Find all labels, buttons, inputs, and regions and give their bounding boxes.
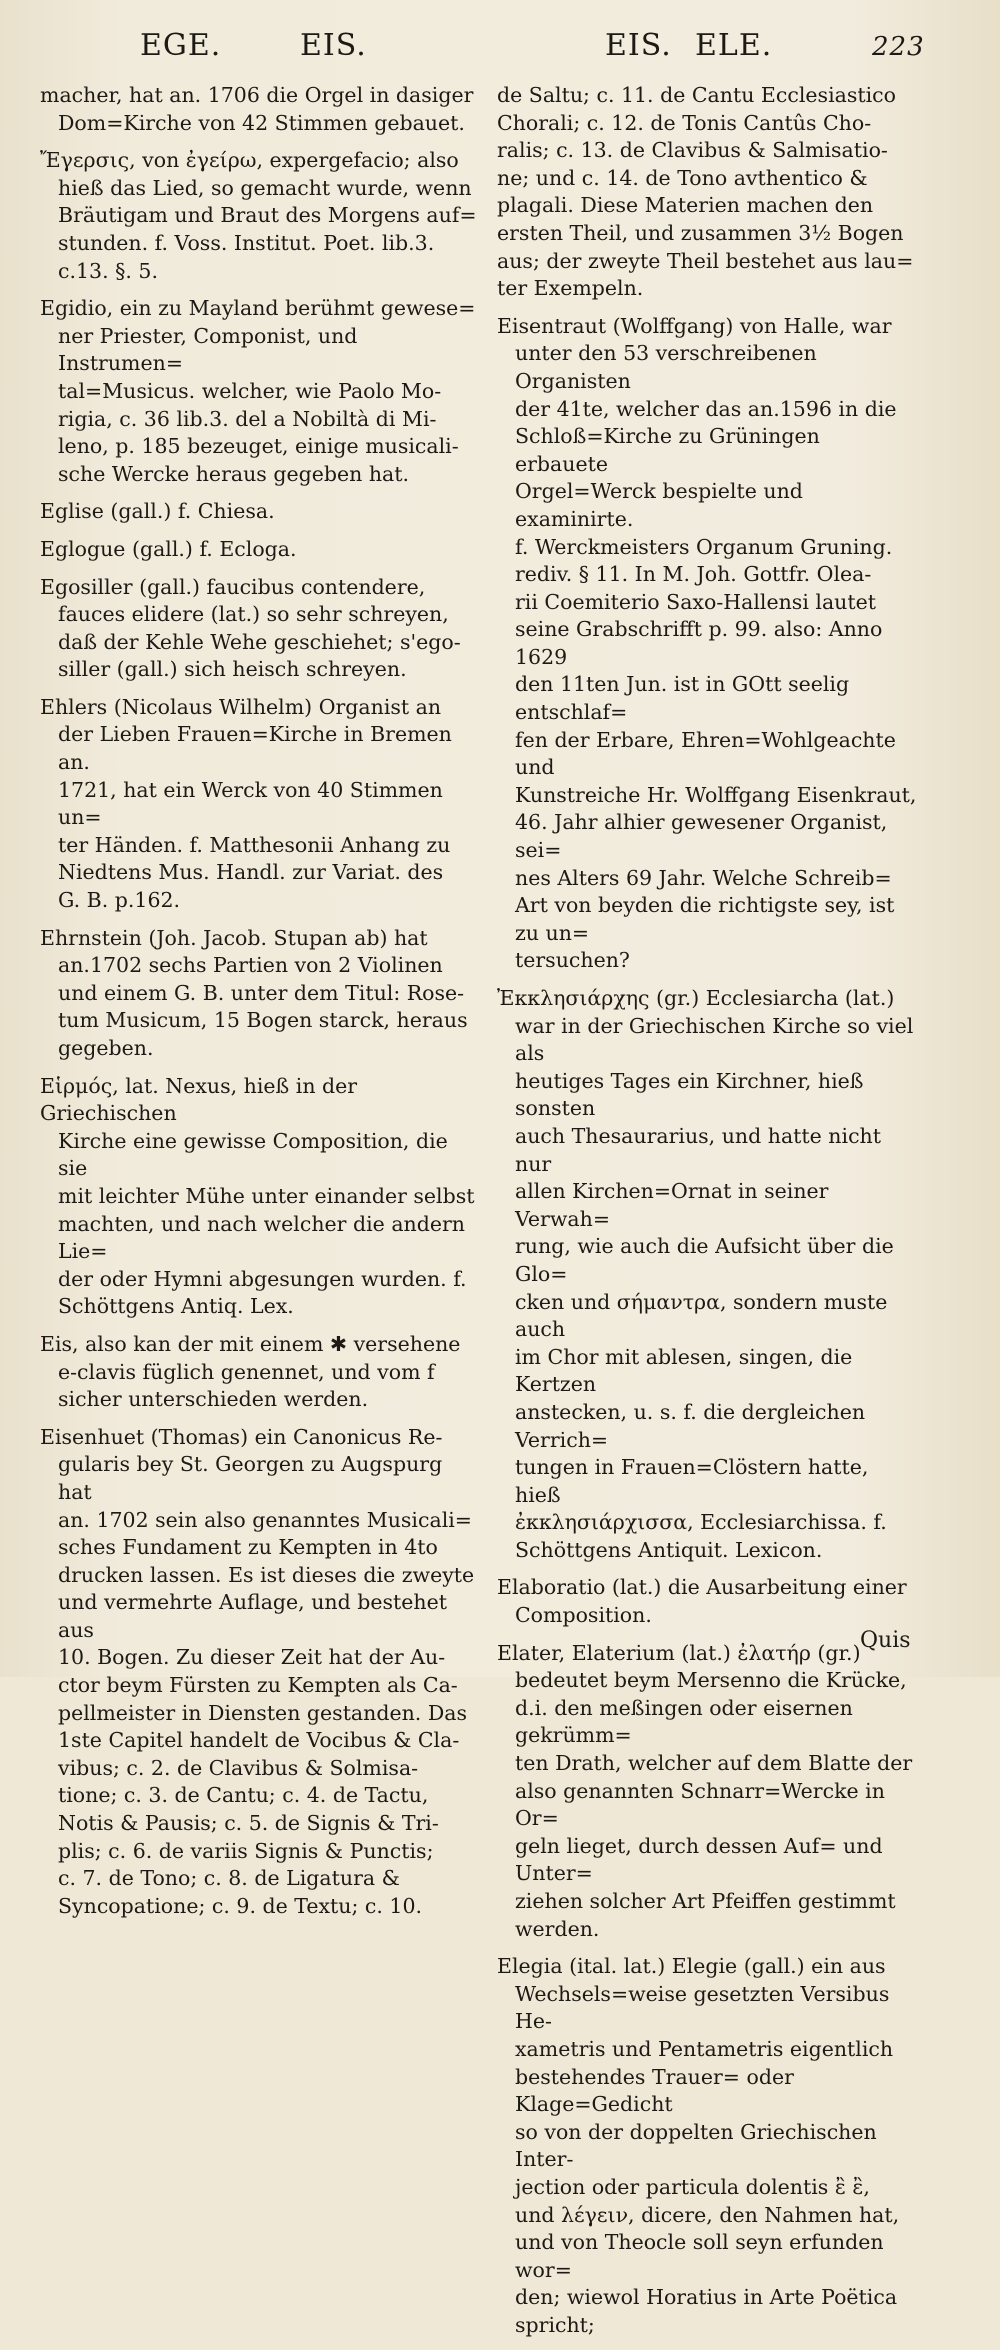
entry-line: ralis; c. 13. de Clavibus & Salmisatio- <box>497 138 888 163</box>
entry-line: Schloß=Kirche zu Grüningen erbauete <box>515 424 820 476</box>
entry-line: nes Alters 69 Jahr. Welche Schreib= <box>515 865 892 890</box>
entry-line: tal=Musicus. welcher, wie Paolo Mo- <box>58 378 442 403</box>
entry-line: sches Fundament zu Kempten in 4to <box>58 1535 438 1560</box>
entry-line: auch Thesaurarius, und hatte nicht nur <box>515 1123 881 1176</box>
header-right-keyword-1: EIS. <box>605 28 672 63</box>
entry-line: fen der Erbare, Ehren=Wohlgeachte und <box>515 727 896 780</box>
entry-line: macher, hat an. 1706 die Orgel in dasiger <box>40 83 474 107</box>
entry-line: d.i. den meßingen oder eisernen gekrümm= <box>515 1695 853 1748</box>
entry-line: Bräutigam und Braut des Morgens auf= <box>58 203 477 228</box>
entry-line: rung, wie auch die Aufsicht über die Glo= <box>515 1234 894 1286</box>
entry-line: gularis bey St. Georgen zu Augspurg hat <box>58 1452 443 1504</box>
entry-line: plagali. Diese Materien machen den <box>497 193 874 218</box>
header-left-keyword-2: EIS. <box>300 28 367 63</box>
dictionary-entry <box>40 1331 480 1414</box>
entry-line: werden. <box>515 1916 600 1941</box>
entry-line: daß der Kehle Wehe geschiehet; s'ego- <box>58 629 461 654</box>
entry-line: tum Musicum, 15 Bogen starck, heraus <box>58 1008 468 1033</box>
entry-line: war in der Griechischen Kirche so viel als <box>515 1013 914 1066</box>
entry-line: den 11ten Jun. ist in GOtt seelig entschlaf= <box>515 672 850 725</box>
dictionary-entry <box>40 147 480 285</box>
entry-line: tungen in Frauen=Clöstern hatte, hieß <box>515 1455 869 1507</box>
dictionary-entry <box>40 536 480 564</box>
entry-line: Composition. <box>515 1603 652 1628</box>
header-right-keyword-2: ELE. <box>695 28 773 63</box>
entry-line: xametris und Pentametris eigentlich <box>515 2036 894 2061</box>
entry-line: Ehrnstein (Joh. Jacob. Stupan ab) hat <box>40 925 428 950</box>
entry-line: heutiges Tages ein Kirchner, hieß sonsten <box>515 1068 864 1121</box>
entry-line: c. 7. de Tono; c. 8. de Ligatura & <box>58 1866 400 1891</box>
entry-line: ten Drath, welcher auf dem Blatte der <box>515 1751 913 1776</box>
entry-line: Schöttgens Antiquit. Lexicon. <box>515 1537 823 1562</box>
entry-line: hieß das Lied, so gemacht wurde, wenn <box>58 175 472 200</box>
entry-line: der 41te, welcher das an.1596 in die <box>515 396 897 421</box>
entry-line: ersten Theil, und zusammen 3½ Bogen <box>497 220 904 245</box>
entry-line: Chorali; c. 12. de Tonis Cantûs Cho- <box>497 110 872 135</box>
entry-line: sche Wercke heraus gegeben hat. <box>58 461 409 486</box>
entry-line: Ἔγερσις, von ἐγείρω, expergefacio; also <box>40 148 459 173</box>
entry-line: und vermehrte Auflage, und bestehet aus <box>58 1590 447 1642</box>
entry-line: cken und σήμαντρα, sondern muste auch <box>515 1289 888 1342</box>
entry-line: 10. Bogen. Zu dieser Zeit hat der Au- <box>58 1645 446 1670</box>
entry-line: stunden. f. Voss. Institut. Poet. lib.3. <box>58 230 435 255</box>
entry-line: ne; und c. 14. de Tono avthentico & <box>497 165 868 190</box>
entry-line: plis; c. 6. de variis Signis & Punctis; <box>58 1838 434 1863</box>
dictionary-entry <box>40 1424 480 1921</box>
entry-line: Notis & Pausis; c. 5. de Signis & Tri- <box>58 1811 439 1836</box>
entry-line: Eglogue (gall.) f. Ecloga. <box>40 536 297 561</box>
entry-line: rii Coemiterio Saxo-Hallensi lautet <box>515 589 876 614</box>
entry-line: also genannten Schnarr=Wercke in Or= <box>515 1778 885 1831</box>
entry-line: G. B. p.162. <box>58 888 181 913</box>
dictionary-entry <box>497 313 917 975</box>
entry-line: ctor beym Fürsten zu Kempten als Ca- <box>58 1673 458 1698</box>
entry-line: siller (gall.) sich heisch schreyen. <box>58 657 407 682</box>
entry-line: der Lieben Frauen=Kirche in Bremen an. <box>58 722 452 775</box>
entry-line: e-clavis füglich genennet, und vom f <box>58 1359 435 1384</box>
page-number: 223 <box>872 32 925 62</box>
entry-line: Art von beyden die richtigste sey, ist zu un= <box>515 893 895 945</box>
entry-line: f. Werckmeisters Organum Gruning. <box>515 534 893 559</box>
dictionary-entry <box>40 498 480 526</box>
dictionary-entry <box>497 82 917 303</box>
entry-line: Orgel=Werck bespielte und examinirte. <box>515 479 803 531</box>
dictionary-entry <box>40 1073 480 1321</box>
entry-line: 1721, hat ein Werck von 40 Stimmen un= <box>58 777 443 830</box>
dictionary-entry <box>40 574 480 684</box>
entry-line: anstecken, u. s. f. die dergleichen Verrich= <box>515 1399 866 1452</box>
entry-line: Kunstreiche Hr. Wolffgang Eisenkraut, <box>515 782 917 807</box>
entry-line: an. 1702 sein also genanntes Musicali= <box>58 1507 472 1532</box>
dictionary-entry <box>40 694 480 915</box>
entry-line: Egosiller (gall.) faucibus contendere, <box>40 574 426 599</box>
entry-line: der oder Hymni abgesungen wurden. f. <box>58 1266 467 1291</box>
entry-line: Elaboratio (lat.) die Ausarbeitung einer <box>497 1575 907 1600</box>
entry-line: machten, und nach welcher die andern Lie= <box>58 1211 465 1264</box>
dictionary-entry <box>497 985 917 1564</box>
entry-line: drucken lassen. Es ist dieses die zweyte <box>58 1562 475 1587</box>
entry-line: bestehendes Trauer= oder Klage=Gedicht <box>515 2064 794 2117</box>
entry-line: Ehlers (Nicolaus Wilhelm) Organist an <box>40 694 442 719</box>
entry-line: gegeben. <box>58 1036 154 1060</box>
entry-line: und einem G. B. unter dem Titul: Rose- <box>58 980 465 1005</box>
entry-line: ἐκκλησιάρχισσα, Ecclesiarchissa. f. <box>515 1510 887 1535</box>
entry-line: rigia, c. 36 lib.3. del a Nobiltà di Mi- <box>58 406 437 431</box>
dictionary-entry <box>40 82 480 137</box>
entry-line: mit leichter Mühe unter einander selbst <box>58 1183 475 1208</box>
entry-line: Egidio, ein zu Mayland berühmt gewese= <box>40 296 476 321</box>
entry-line: allen Kirchen=Ornat in seiner Verwah= <box>515 1179 829 1231</box>
right-column <box>497 82 917 2350</box>
entry-line: jection oder particula dolentis ἒ ἒ, <box>515 2174 870 2199</box>
dictionary-entry <box>497 1953 917 2339</box>
entry-line: Εἱρμός, lat. Nexus, hieß in der Griechischen <box>40 1073 358 1126</box>
entry-line: fauces elidere (lat.) so sehr schreyen, <box>58 602 449 627</box>
entry-line: Dom=Kirche von 42 Stimmen gebauet. <box>58 110 465 135</box>
entry-line: Wechsels=weise gesetzten Versibus He- <box>515 1981 890 2034</box>
entry-line: Niedtens Mus. Handl. zur Variat. des <box>58 860 444 885</box>
entry-line: ziehen solcher Art Pfeiffen gestimmt <box>515 1889 896 1913</box>
entry-line: Eis, also kan der mit einem ✱ versehene <box>40 1331 461 1356</box>
entry-line: ter Exempeln. <box>497 276 644 301</box>
dictionary-entry <box>40 295 480 488</box>
entry-line: Ἐκκλησιάρχης (gr.) Ecclesiarcha (lat.) <box>497 986 895 1010</box>
entry-line: Eglise (gall.) f. Chiesa. <box>40 499 275 524</box>
entry-line: tione; c. 3. de Cantu; c. 4. de Tactu, <box>58 1783 429 1808</box>
catchword: Quis <box>860 1628 911 1653</box>
entry-line: Eisenhuet (Thomas) ein Canonicus Re- <box>40 1424 443 1449</box>
entry-line: Eisentraut (Wolffgang) von Halle, war <box>497 313 892 338</box>
entry-line: Elater, Elaterium (lat.) ἐλατήρ (gr.) <box>497 1640 861 1665</box>
entry-line: ner Priester, Componist, und Instrumen= <box>58 323 358 376</box>
entry-line: geln lieget, durch dessen Auf= und Unter= <box>515 1833 883 1886</box>
entry-line: Syncopatione; c. 9. de Textu; c. 10. <box>58 1893 423 1918</box>
entry-line: sicher unterschieden werden. <box>58 1387 369 1412</box>
entry-line: Elegia (ital. lat.) Elegie (gall.) ein aus <box>497 1954 886 1979</box>
entry-line: so von der doppelten Griechischen Inter- <box>515 2119 877 2172</box>
entry-line: seine Grabschrifft p. 99. also: Anno 1629 <box>515 617 883 669</box>
left-column <box>40 82 480 1930</box>
entry-line: im Chor mit ablesen, singen, die Kertzen <box>515 1344 853 1397</box>
entry-line: de Saltu; c. 11. de Cantu Ecclesiastico <box>497 83 896 107</box>
entry-line: und von Theocle soll seyn erfunden wor= <box>515 2230 884 2282</box>
dictionary-entry <box>497 1640 917 1944</box>
entry-line: Kirche eine gewisse Composition, die sie <box>58 1128 448 1181</box>
header-left-keyword-1: EGE. <box>140 28 222 63</box>
running-header <box>0 28 1000 78</box>
entry-line: ter Händen. f. Matthesonii Anhang zu <box>58 832 451 857</box>
entry-line: 1ste Capitel handelt de Vocibus & Cla- <box>58 1728 460 1753</box>
entry-line: den; wiewol Horatius in Arte Poëtica <box>515 2285 898 2310</box>
entry-line: an.1702 sechs Partien von 2 Violinen <box>58 953 443 978</box>
entry-line: leno, p. 185 bezeuget, einige musicali- <box>58 434 459 459</box>
entry-line: aus; der zweyte Theil bestehet aus lau= <box>497 248 914 273</box>
entry-line: und λέγειν, dicere, den Nahmen hat, <box>515 2202 900 2227</box>
entry-line: spricht; <box>515 2312 595 2337</box>
entry-line: 46. Jahr alhier gewesener Organist, sei= <box>515 810 888 863</box>
entry-line: unter den 53 verschreibenen Organisten <box>515 341 817 393</box>
entry-line: c.13. §. 5. <box>58 258 158 283</box>
dictionary-entry <box>40 925 480 1063</box>
entry-line: bedeutet beym Mersenno die Krücke, <box>515 1668 907 1693</box>
entry-line: vibus; c. 2. de Clavibus & Solmisa- <box>58 1755 419 1780</box>
entry-line: pellmeister in Diensten gestanden. Das <box>58 1700 468 1725</box>
entry-line: Schöttgens Antiq. Lex. <box>58 1294 294 1319</box>
dictionary-entry <box>497 1574 917 1629</box>
entry-line: tersuchen? <box>515 948 630 973</box>
entry-line: rediv. § 11. In M. Joh. Gottfr. Olea- <box>515 562 872 587</box>
